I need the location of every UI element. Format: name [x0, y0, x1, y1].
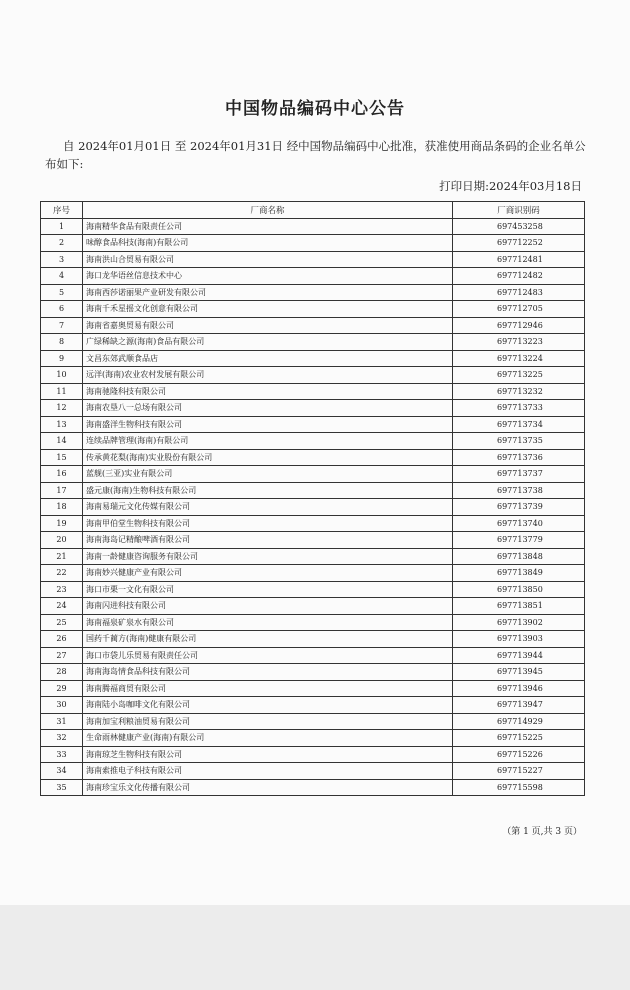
row-code: 697713225	[453, 367, 585, 384]
row-company-name: 海南驰隆科技有限公司	[83, 383, 453, 400]
row-index: 35	[41, 779, 83, 796]
row-company-name: 海口市栗一文化有限公司	[83, 581, 453, 598]
row-code: 697712482	[453, 268, 585, 285]
table-row	[41, 383, 585, 400]
row-company-name: 海南农垦八一总场有限公司	[83, 400, 453, 417]
row-company-name: 盛元康(海南)生物科技有限公司	[83, 482, 453, 499]
table-row	[41, 746, 585, 763]
row-company-name: 海南一龄健康咨询服务有限公司	[83, 548, 453, 565]
row-index: 31	[41, 713, 83, 730]
row-company-name: 海南福泉矿泉水有限公司	[83, 614, 453, 631]
table-row	[41, 581, 585, 598]
row-code: 697713902	[453, 614, 585, 631]
row-company-name: 海南索推电子科技有限公司	[83, 763, 453, 780]
row-index: 22	[41, 565, 83, 582]
row-index: 4	[41, 268, 83, 285]
row-index: 32	[41, 730, 83, 747]
row-index: 21	[41, 548, 83, 565]
row-code: 697713944	[453, 647, 585, 664]
company-table	[40, 201, 585, 796]
row-company-name: 远洋(海南)农业农村发展有限公司	[83, 367, 453, 384]
row-company-name: 海南海岛情食品科技有限公司	[83, 664, 453, 681]
row-code: 697453258	[453, 218, 585, 235]
row-company-name: 海南盛洋生物科技有限公司	[83, 416, 453, 433]
row-code: 697714929	[453, 713, 585, 730]
row-index: 14	[41, 433, 83, 450]
row-company-name: 海南千禾星摇文化创意有限公司	[83, 301, 453, 318]
row-index: 6	[41, 301, 83, 318]
row-index: 15	[41, 449, 83, 466]
table-body	[41, 218, 585, 796]
table-row	[41, 598, 585, 615]
row-company-name: 海南陆小岛咖啡文化有限公司	[83, 697, 453, 714]
row-index: 30	[41, 697, 83, 714]
table-row	[41, 284, 585, 301]
table-row	[41, 482, 585, 499]
row-code: 697712481	[453, 251, 585, 268]
row-code: 697713232	[453, 383, 585, 400]
table-row	[41, 548, 585, 565]
row-company-name: 传承黄花梨(海南)实业股份有限公司	[83, 449, 453, 466]
row-index: 2	[41, 235, 83, 252]
row-code: 697713223	[453, 334, 585, 351]
row-company-name: 海南加宝利粮油贸易有限公司	[83, 713, 453, 730]
row-index: 18	[41, 499, 83, 516]
row-code: 697715227	[453, 763, 585, 780]
row-index: 34	[41, 763, 83, 780]
row-company-name: 海南甲伯堂生物科技有限公司	[83, 515, 453, 532]
row-index: 7	[41, 317, 83, 334]
row-index: 13	[41, 416, 83, 433]
row-code: 697715225	[453, 730, 585, 747]
table-row	[41, 466, 585, 483]
table-row	[41, 763, 585, 780]
row-code: 697713849	[453, 565, 585, 582]
row-index: 12	[41, 400, 83, 417]
table-row	[41, 499, 585, 516]
row-index: 16	[41, 466, 83, 483]
row-code: 697712483	[453, 284, 585, 301]
row-company-name: 海南海岛记精酿啤酒有限公司	[83, 532, 453, 549]
row-code: 697712946	[453, 317, 585, 334]
row-code: 697713737	[453, 466, 585, 483]
table-row	[41, 565, 585, 582]
row-index: 24	[41, 598, 83, 615]
row-company-name: 海南妙兴健康产业有限公司	[83, 565, 453, 582]
table-row	[41, 664, 585, 681]
row-company-name: 连续品牌管理(海南)有限公司	[83, 433, 453, 450]
row-index: 28	[41, 664, 83, 681]
table-row	[41, 367, 585, 384]
row-code: 697715226	[453, 746, 585, 763]
row-code: 697713947	[453, 697, 585, 714]
row-company-name: 蓝舰(三亚)实业有限公司	[83, 466, 453, 483]
intro-text: 自 2024年01月01日 至 2024年01月31日 经中国物品编码中心批准，获准使用商品条码的企业名单公布如下:	[45, 139, 586, 171]
row-company-name: 海南琼芝生物科技有限公司	[83, 746, 453, 763]
row-company-name: 国药千蔺方(海南)健康有限公司	[83, 631, 453, 648]
row-code: 697713946	[453, 680, 585, 697]
table-row	[41, 433, 585, 450]
row-code: 697713738	[453, 482, 585, 499]
row-index: 3	[41, 251, 83, 268]
row-company-name: 味醇食品科技(海南)有限公司	[83, 235, 453, 252]
row-index: 17	[41, 482, 83, 499]
row-code: 697713735	[453, 433, 585, 450]
table-row	[41, 713, 585, 730]
row-company-name: 海口龙华语丝信息技术中心	[83, 268, 453, 285]
table-row	[41, 779, 585, 796]
table-row	[41, 515, 585, 532]
row-index: 33	[41, 746, 83, 763]
row-company-name: 海口市袋儿乐贸易有限责任公司	[83, 647, 453, 664]
table-row	[41, 218, 585, 235]
print-date: 打印日期:2024年03月18日	[439, 179, 582, 193]
row-code: 697713734	[453, 416, 585, 433]
table-row	[41, 680, 585, 697]
table-row	[41, 631, 585, 648]
table-row	[41, 647, 585, 664]
row-index: 23	[41, 581, 83, 598]
table-row	[41, 697, 585, 714]
header-code: 厂商识别码	[453, 202, 585, 219]
row-index: 5	[41, 284, 83, 301]
row-index: 11	[41, 383, 83, 400]
row-code: 697713740	[453, 515, 585, 532]
table-row	[41, 350, 585, 367]
row-code: 697713224	[453, 350, 585, 367]
table-row	[41, 614, 585, 631]
row-code: 697715598	[453, 779, 585, 796]
row-company-name: 海南洪山合贸易有限公司	[83, 251, 453, 268]
table-row	[41, 251, 585, 268]
row-company-name: 生命雨林健康产业(海南)有限公司	[83, 730, 453, 747]
row-code: 697712705	[453, 301, 585, 318]
row-company-name: 海南闪进科技有限公司	[83, 598, 453, 615]
header-company-name: 厂商名称	[83, 202, 453, 219]
table-row	[41, 317, 585, 334]
row-company-name: 海南易瑞元文化传媒有限公司	[83, 499, 453, 516]
row-index: 1	[41, 218, 83, 235]
page-title: 中国物品编码中心公告	[225, 99, 405, 119]
row-code: 697713736	[453, 449, 585, 466]
row-code: 697713733	[453, 400, 585, 417]
row-index: 8	[41, 334, 83, 351]
table-row	[41, 449, 585, 466]
table-row	[41, 730, 585, 747]
scan-margin	[0, 905, 630, 990]
row-code: 697713850	[453, 581, 585, 598]
row-company-name: 海南珍宝乐文化传播有限公司	[83, 779, 453, 796]
row-code: 697712252	[453, 235, 585, 252]
row-code: 697713848	[453, 548, 585, 565]
row-company-name: 海南腾福商贸有限公司	[83, 680, 453, 697]
table-row	[41, 334, 585, 351]
row-index: 25	[41, 614, 83, 631]
table-row	[41, 400, 585, 417]
row-index: 27	[41, 647, 83, 664]
row-company-name: 海南西莎诺丽果产业研发有限公司	[83, 284, 453, 301]
row-index: 29	[41, 680, 83, 697]
row-code: 697713779	[453, 532, 585, 549]
table-row	[41, 301, 585, 318]
header-index: 序号	[41, 202, 83, 219]
row-index: 9	[41, 350, 83, 367]
row-company-name: 文昌东郊武顺食品店	[83, 350, 453, 367]
row-index: 19	[41, 515, 83, 532]
row-code: 697713739	[453, 499, 585, 516]
row-code: 697713903	[453, 631, 585, 648]
row-code: 697713945	[453, 664, 585, 681]
row-company-name: 广绿稀缺之源(海南)食品有限公司	[83, 334, 453, 351]
table-row	[41, 532, 585, 549]
row-company-name: 海南精华食品有限责任公司	[83, 218, 453, 235]
row-index: 26	[41, 631, 83, 648]
table-row	[41, 235, 585, 252]
table-row	[41, 416, 585, 433]
table-header-row	[41, 202, 585, 219]
row-company-name: 海南省嘉奥贸易有限公司	[83, 317, 453, 334]
row-index: 20	[41, 532, 83, 549]
row-code: 697713851	[453, 598, 585, 615]
table-row	[41, 268, 585, 285]
row-index: 10	[41, 367, 83, 384]
page-number: （第 1 页,共 3 页）	[502, 827, 582, 837]
